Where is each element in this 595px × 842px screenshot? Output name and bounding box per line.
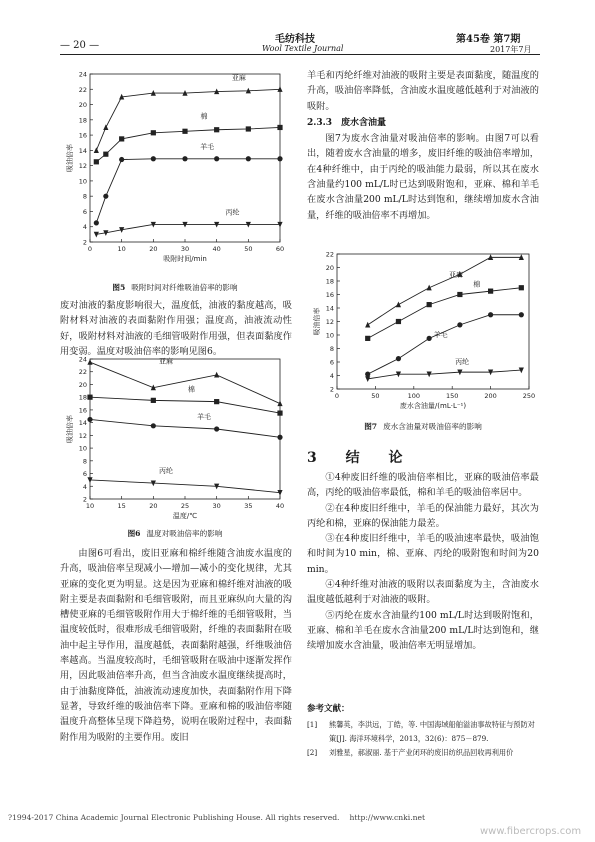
series-line: [368, 370, 522, 379]
data-point: [365, 336, 370, 341]
data-point: [87, 395, 92, 400]
data-point: [103, 194, 108, 199]
data-point: [365, 376, 370, 382]
x-tick-label: 150: [445, 392, 459, 400]
conclusion-item: ④4种纤维对油液的吸附以表面黏度为主，含油废水温度越低越利于对油液的吸附。: [307, 579, 539, 606]
series-line: [90, 419, 280, 437]
data-point: [427, 336, 432, 341]
y-tick-label: 24: [78, 70, 87, 79]
data-point: [103, 152, 108, 157]
x-axis-label: 温度/℃: [172, 512, 198, 520]
y-tick-label: 10: [78, 177, 87, 186]
conclusion-item: ①4种废旧纤维的吸油倍率相比，亚麻的吸油倍率最高，丙纶的吸油倍率最低，棉和羊毛的吸油倍率居中。: [307, 472, 539, 499]
data-point: [519, 285, 524, 290]
x-tick-label: 0: [334, 392, 340, 400]
figure-6-chart: [60, 355, 290, 525]
y-tick-label: 16: [78, 131, 87, 140]
y-tick-label: 20: [78, 101, 87, 110]
conclusion-item: ②在4种废旧纤维中，羊毛的保油能力最好，其次为丙纶和棉，亚麻的保油能力最差。: [307, 502, 539, 529]
y-tick-label: 8: [82, 457, 87, 466]
volume-issue: 第45卷 第7期: [456, 34, 521, 45]
y-tick-label: 22: [325, 250, 334, 259]
series-line: [96, 224, 280, 234]
x-tick-label: 10: [117, 245, 126, 253]
figure-7-chart: [307, 250, 539, 415]
watermark: www.fibercrops.com: [480, 826, 582, 837]
figure-5-number: 图5: [112, 283, 126, 292]
series-label: 羊毛: [197, 412, 211, 421]
y-tick-label: 2: [82, 238, 87, 247]
y-axis-label: 吸油倍率: [66, 415, 74, 443]
x-tick-label: 100: [407, 392, 421, 400]
reference-number: [2]: [307, 748, 318, 757]
y-tick-label: 22: [78, 85, 87, 94]
data-point: [151, 156, 156, 161]
x-tick-label: 20: [149, 245, 158, 253]
reference-text: 刘雅星，郝淑丽. 基于产业闭环的废旧纺织品回收再利用价: [329, 748, 514, 757]
right-column-top: [307, 68, 539, 223]
figure-6-caption: [60, 528, 290, 539]
left-column-top: [60, 298, 292, 359]
x-tick-label: 200: [484, 392, 497, 400]
data-point: [214, 426, 219, 431]
x-tick-label: 35: [244, 502, 253, 510]
paragraph: 图7为废水含油量对吸油倍率的影响。由图7可以看出，随着废水含油量的增多，废旧纤维的吸油倍率增加，在4种纤维中，由于丙纶的吸油能力最弱，所以其在废水含油量约100 mL/L时已达到吸附饱和，亚麻、棉和羊毛在废水含油量200 mL/L时达到饱和，继续增加废水含油量，纤维的吸油倍率不再增加。: [307, 133, 539, 221]
y-tick-label: 8: [82, 192, 87, 201]
y-tick-label: 16: [78, 406, 87, 415]
y-tick-label: 6: [82, 470, 87, 479]
paragraph: 羊毛和丙纶纤维对油液的吸附主要是表面黏度，随温度的升高，吸油倍率降低，含油废水温度越低越利于对油液的吸附。: [307, 70, 539, 112]
y-tick-label: 2: [329, 385, 334, 394]
data-point: [277, 410, 282, 415]
data-point: [87, 359, 92, 365]
conclusion-item: ③在4种废旧纤维中，羊毛的吸油速率最快，吸油饱和时间为10 min，棉、亚麻、丙纶的吸附饱和时间为20 min。: [307, 533, 539, 575]
series-label: 丙纶: [225, 208, 240, 217]
data-point: [119, 157, 124, 162]
references-list: [307, 718, 539, 760]
x-tick-label: 30: [180, 245, 190, 253]
data-point: [365, 372, 370, 377]
y-tick-label: 12: [325, 318, 334, 326]
x-tick-label: 50: [244, 245, 253, 253]
x-tick-label: 30: [212, 502, 221, 510]
data-point: [182, 129, 187, 134]
data-point: [103, 124, 108, 130]
data-point: [151, 398, 156, 403]
data-point: [457, 322, 462, 327]
copyright-footer: ?1994-2017 China Academic Journal Electronic Publishing House. All rights reserved. http://www.cnki.net: [8, 813, 426, 822]
data-point: [214, 399, 219, 404]
y-tick-label: 6: [82, 207, 87, 216]
y-tick-label: 8: [329, 345, 334, 353]
figure-5-caption: [60, 282, 290, 293]
series-label: 羊毛: [433, 331, 448, 340]
conclusions: [307, 470, 539, 654]
y-tick-label: 4: [82, 482, 87, 491]
figure-5-caption-text: 吸附时间对纤维吸油倍率的影响: [131, 283, 238, 292]
reference-number: [1]: [307, 720, 318, 729]
figure-7-number: 图7: [364, 422, 378, 431]
y-tick-label: 18: [78, 116, 87, 125]
data-point: [396, 356, 401, 361]
x-axis-label: 废水含油量/(mL·L⁻¹): [399, 402, 467, 410]
x-tick-label: 10: [85, 502, 95, 510]
y-tick-label: 10: [78, 444, 87, 453]
data-point: [214, 372, 219, 378]
series-line: [96, 159, 280, 223]
data-point: [151, 130, 156, 135]
y-tick-label: 16: [325, 291, 334, 299]
x-tick-label: 20: [149, 502, 158, 510]
x-tick-label: 40: [212, 245, 221, 253]
data-point: [87, 417, 92, 422]
header-rule: [60, 54, 540, 55]
data-point: [457, 292, 462, 297]
plot-frame: [337, 254, 529, 389]
y-tick-label: 4: [329, 372, 334, 380]
data-point: [182, 156, 187, 161]
x-tick-label: 50: [371, 392, 380, 400]
y-tick-label: 18: [78, 393, 87, 402]
x-tick-label: 15: [117, 502, 126, 510]
figure-5-chart: [60, 68, 290, 278]
x-tick-label: 0: [87, 245, 93, 253]
data-point: [396, 319, 401, 324]
data-point: [94, 147, 99, 153]
x-tick-label: 25: [180, 502, 190, 510]
series-line: [368, 315, 522, 374]
y-tick-label: 14: [78, 419, 87, 428]
data-point: [277, 400, 282, 406]
series-label: 亚麻: [159, 357, 173, 366]
paragraph: 废对油液的黏度影响很大，温度低，油液的黏度越高，吸附材料对油液的表面黏附作用强；温度高，油液流动性好，吸附材料对油液的毛细管吸附作用强，但表面黏度作用变弱。温度对吸油倍率的影响见图6。: [60, 300, 292, 357]
x-tick-label: 60: [275, 245, 285, 253]
y-tick-label: 20: [78, 380, 87, 389]
data-point: [214, 156, 219, 161]
data-point: [277, 156, 282, 161]
data-point: [119, 136, 124, 141]
y-tick-label: 24: [78, 355, 87, 364]
x-tick-label: 250: [522, 392, 536, 400]
data-point: [246, 126, 251, 131]
series-label: 羊毛: [200, 142, 215, 151]
data-point: [365, 322, 370, 328]
y-tick-label: 12: [78, 431, 87, 440]
reference-text: 熊馨英，李洪远，丁皓，等. 中国海域船舶溢油事故特征与预防对策[J]. 海洋环境科学，2013，32(6)：875－879.: [329, 720, 535, 743]
paragraph: 由图6可看出，废旧亚麻和棉纤维随含油废水温度的升高，吸油倍率呈现减小—增加—减小的变化规律，尤其亚麻的变化更为明显。这是因为亚麻和棉纤维对油液的吸附主要是表面黏附和毛细管吸附，而且亚麻纵向大量的沟槽使亚麻的毛细管吸附作用大于棉纤维的毛细管吸附，当温度较低时，很难形成毛细管吸附，纤维的表面黏附在吸油中起主导作用，温度越低，表面黏附越强，纤维吸油倍率越高。当温度较高时，毛细管吸附在吸油中逐渐发挥作用，因此吸油倍率升高，但当含油废水温度继续提高时，由于油黏度降低，油液流动速度加快，表面黏附作用下降显著，导致纤维的吸油倍率下降。亚麻和棉的吸油倍率随温度升高整体呈现下降趋势，说明在吸附过程中，表面黏附作用为吸附的主要作用。废旧: [60, 548, 292, 743]
series-label: 棉: [473, 280, 481, 289]
journal-title-en: Wool Textile Journal: [262, 44, 344, 53]
section-heading-3: 3 结 论: [307, 450, 415, 466]
figure-6-caption-text: 温度对吸油倍率的影响: [146, 529, 223, 538]
data-point: [488, 289, 493, 294]
data-point: [277, 125, 282, 130]
issue-date: 2017年7月: [490, 45, 532, 54]
data-point: [277, 435, 282, 440]
figure-7-caption: [307, 421, 539, 432]
x-tick-label: 40: [275, 502, 285, 510]
y-tick-label: 4: [82, 223, 87, 232]
data-point: [427, 302, 432, 307]
y-tick-label: 20: [325, 264, 334, 272]
y-axis-label: 吸油倍率: [66, 144, 74, 172]
data-point: [246, 156, 251, 161]
series-label: 棉: [187, 385, 195, 394]
plot-frame: [90, 359, 280, 499]
data-point: [94, 159, 99, 164]
series-line: [90, 480, 280, 493]
series-label: 丙纶: [455, 358, 470, 367]
data-point: [488, 312, 493, 317]
figure-7-caption-text: 废水含油量对吸油倍率的影响: [383, 422, 482, 431]
references-heading: 参考文献：: [307, 704, 350, 714]
journal-title-cn: 毛纺科技: [275, 34, 315, 45]
section-heading-2-3-3: 2.3.3 废水含油量: [307, 117, 387, 128]
left-column-bottom: [60, 546, 292, 745]
data-point: [519, 312, 524, 317]
series-line: [90, 362, 280, 403]
y-tick-label: 10: [325, 331, 334, 340]
data-point: [396, 302, 401, 308]
figure-6-number: 图6: [127, 529, 141, 538]
y-tick-label: 22: [78, 368, 87, 377]
series-label: 丙纶: [159, 466, 173, 475]
series-label: 亚麻: [231, 74, 246, 83]
y-tick-label: 18: [325, 277, 334, 286]
y-tick-label: 6: [329, 358, 334, 367]
y-tick-label: 14: [78, 146, 87, 155]
y-axis-label: 吸油倍率: [313, 307, 321, 336]
data-point: [427, 285, 432, 291]
y-tick-label: 14: [325, 304, 334, 313]
series-label: 亚麻: [449, 270, 464, 279]
series-label: 棉: [200, 112, 208, 121]
reference-item: [307, 718, 539, 746]
data-point: [94, 220, 99, 225]
y-tick-label: 12: [78, 162, 87, 171]
page-number: — 20 —: [60, 40, 100, 51]
x-axis-label: 吸附时间/min: [163, 255, 207, 263]
series-line: [96, 127, 280, 161]
data-point: [151, 423, 156, 428]
data-point: [94, 232, 99, 238]
conclusion-item: ⑤丙纶在废水含油量约100 mL/L时达到吸附饱和，亚麻、棉和羊毛在废水含油量200 mL/L时达到饱和，继续增加废水含油量，吸油倍率无明显增加。: [307, 609, 539, 652]
series-line: [90, 397, 280, 413]
reference-item: [307, 746, 539, 760]
data-point: [214, 127, 219, 132]
y-tick-label: 2: [82, 495, 87, 504]
